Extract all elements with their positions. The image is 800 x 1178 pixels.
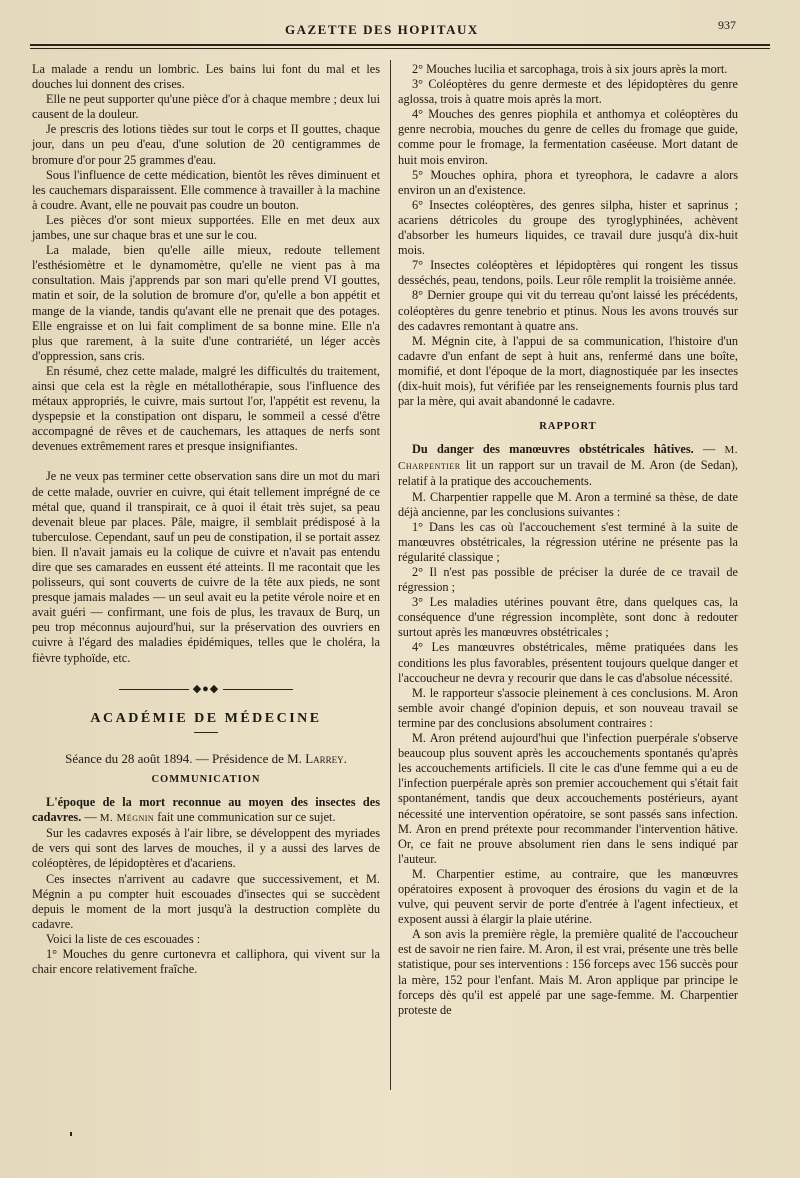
president-name: Larrey	[305, 750, 344, 766]
list-item: 6° Insectes coléoptères, des genres silpha, hister et saprinus ; acariens détricoles du groupe des tyroglyphinées, achèvent d'absorber les humeurs liquides, ce travail dure jusqu'à dix-huit mois.	[398, 197, 738, 258]
list-item: 2° Mouches lucilia et sarcophaga, trois à six jours après la mort.	[412, 62, 728, 76]
case-paragraph: Elle ne peut supporter qu'une pièce d'or à chaque membre ; deux lui causent de la douleur.	[32, 92, 380, 122]
list-item: 5° Mouches ophira, phora et tyreophora, le cadavre a alors environ un an d'existence.	[398, 167, 738, 197]
report-title: Du danger des manœuvres obstétricales hâtives.	[412, 442, 694, 457]
list-item: 3° Coléoptères du genre dermeste et des lépidoptères du genre aglossa, trois à quatre mois après la mort.	[398, 77, 738, 107]
case-paragraph: Sous l'influence de cette médication, bientôt les rêves diminuent et les cauchemars disparaissent. Elle commence à travailler à la machine à coudre. Avant, elle ne pouvait pas coudre un bouton.	[32, 167, 380, 212]
report-paragraph: 1° Dans les cas où l'accouchement s'est terminé à la suite de manœuvres obstétricales, la régression utérine ne présente pas la régularité classique ;	[398, 519, 738, 564]
journal-title: GAZETTE DES HOPITAUX	[285, 22, 479, 37]
report-intro: Du danger des manœuvres obstétricales hâtives. — M. Charpentier lit un rapport sur un travail de M. Aron (de Sedan), relatif à la pratique des accouchements.	[398, 442, 738, 489]
case-paragraph: La malade, bien qu'elle aille mieux, redoute tellement l'esthésiomètre et le dynamomètre, qu'elle ne vient pas à ma consultation. Mais j'apprends par son mari qu'elle prend VI gouttes, matin et soir, de la solution de bromure d'or, qu'elle a bon appétit et mange de la viande, tandis qu'avant elle ne prenait que des potages. Elle engraisse et on lui fait compliment de sa bonne mine. Elle n'a plus que rarement, à la suite d'une contrariété, un léger accès d'oppression, sans cris.	[32, 243, 380, 363]
column-divider	[390, 60, 391, 1090]
session-line: Séance du 28 août 1894. — Présidence de M. Larrey.	[65, 750, 347, 766]
closing-paragraph: Je ne veux pas terminer cette observation sans dire un mot du mari de cette malade, ouvrier en cuivre, qui était tellement imprégné de ce métal que, quand il transpirait, ce à quoi il était très sujet, sa peau devenait bleue par places. Pâle, maigre, il semblait prédisposé à la tuberculose. Cependant, sauf un peu de constipation, il se portait assez bien. Il n'avait jamais eu la colique de cuivre et n'avait pas entendu dire que ses camarades en eussent été atteints. Il me racontait que les polisseurs, qui sont couverts de cuivre de la tête aux pieds, ne sont presque jamais malades — un seul avait eu la petite vérole noire et en avait guéri — confirmant, une fois de plus, les travaux de Burq, un peu trop méconnus aujourd'hui, sur la préservation des ouvriers en cuivre à l'égard des maladies épidémiques, telles que le choléra, la fièvre typhoïde, etc.	[32, 469, 380, 665]
communication-paragraph: Voici la liste de ces escouades :	[46, 931, 201, 946]
communication-paragraph: Sur les cadavres exposés à l'air libre, se développent des myriades de vers qui sont des larves de mouches, il y a aussi des larves de coléoptères, de lépidoptères et d'acariens.	[32, 826, 380, 871]
communication-title: L'époque de la mort reconnue au moyen des insectes des cadavres.	[32, 795, 380, 825]
body-paragraph: M. Mégnin cite, à l'appui de sa communication, l'histoire d'un cadavre d'un enfant de sept à huit ans, renfermé dans une boîte, momifié, et dont l'époque de la mort, diagnostiquée par les insectes (dix-huit mois), fut vérifiée par les renseignements fournis plus tard par la mère, qui avait abandonné le cadavre.	[398, 333, 738, 409]
report-paragraph: 4° Les manœuvres obstétricales, même pratiquées dans les conditions les plus favorables, présentent toujours quelque danger et l'accoucheur ne devra y recourir que dans le cas d'absolue nécessité.	[398, 640, 738, 685]
report-paragraph: 3° Les maladies utérines pouvant être, dans quelques cas, la conséquence d'une régression incomplète, sont donc à redouter surtout après les manœuvres obstétricales ;	[398, 595, 738, 640]
report-paragraph: M. Charpentier estime, au contraire, que les manœuvres opératoires exposent à provoquer des érosions du vagin et de la vulve, qui peuvent servir de porte d'entrée à l'agent infectieux, et exposent aussi à élargir la plaie utérine.	[398, 866, 738, 927]
subheading-communication: COMMUNICATION	[151, 774, 261, 786]
report-paragraph: A son avis la première règle, la première qualité de l'accoucheur est de savoir ne rien faire. M. Aron, il est vrai, présente une très belle statistique, pour ses interventions : 156 forceps avec 156 succès pour la mère, 152 pour l'enfant. Mais M. Aron applique par principe le forceps dès qu'il est appelé par une sage-femme. M. Charpentier proteste de	[398, 927, 738, 1017]
case-paragraph: Je prescris des lotions tièdes sur tout le corps et II gouttes, chaque jour, dans un peu d'eau, d'une solution de 20 centigrammes de bromure d'or pour 25 grammes d'eau.	[32, 122, 380, 167]
page-number: 937	[718, 18, 736, 32]
left-column	[32, 62, 380, 977]
list-item: 7° Insectes coléoptères et lépidoptères qui rongent les tissus desséchés, peau, tendons, poils. Leur rôle remplit la troisième année.	[398, 258, 738, 288]
right-column	[398, 62, 738, 1018]
report-paragraph: M. Charpentier rappelle que M. Aron a terminé sa thèse, de date déjà ancienne, par les conclusions suivantes :	[398, 489, 738, 519]
header-rule	[30, 44, 770, 46]
subheading-rapport: RAPPORT	[539, 421, 597, 433]
report-paragraph: 2° Il n'est pas possible de préciser la durée de ce travail de régression ;	[398, 565, 738, 595]
ink-mark	[70, 1132, 72, 1136]
communication-paragraph: 1° Mouches du genre curtonevra et calliphora, qui vivent sur la chair encore relativement fraîche.	[32, 947, 380, 977]
page-header	[30, 16, 770, 40]
report-paragraph: M. Aron prétend aujourd'hui que l'infection puerpérale s'observe beaucoup plus souvent après les accouchements spontanés qu'après les accouchements artificiels. Il cite le cas d'une femme qui a eu de l'infection puerpérale après son premier accouchement qui s'était fait spontanément, tandis que deux accouchements postérieurs, ayant nécessité une intervention opératoire, se sont passés sans infection. M. Aron en prend prétexte pour recommander l'intervention hâtive. Or, ce fait ne prouve absolument rien dans le sens indiqué par l'auteur.	[398, 731, 738, 866]
communication-intro: L'époque de la mort reconnue au moyen des insectes des cadavres. — M. Mégnin fait une communication sur ce sujet.	[32, 795, 380, 825]
ornament-icon: ◆●◆	[192, 682, 220, 695]
case-paragraph: La malade a rendu un lombric. Les bains lui font du mal et les douches lui donnent des crises.	[32, 62, 380, 92]
title-rule	[194, 732, 218, 733]
list-item: 4° Mouches des genres piophila et anthomya et coléoptères du genre necrobia, mouches du genre de celles du fromage que guide, comme pour le fromage, la fermentation caséeuse. Mort datant de huit mois environ.	[398, 107, 738, 167]
author-name: M. Charpentier	[398, 444, 738, 473]
communication-paragraph: Ces insectes n'arrivent au cadavre que successivement, et M. Mégnin a pu compter huit escouades d'insectes qui se succèdent depuis le moment de la mort jusqu'à la destruction complète du cadavre.	[32, 871, 380, 931]
header-rule-thin	[30, 48, 770, 49]
case-paragraph: Les pièces d'or sont mieux supportées. Elle en met deux aux jambes, une sur chaque bras et une sur le cou.	[32, 212, 380, 243]
case-paragraph: En résumé, chez cette malade, malgré les difficultés du traitement, ainsi que cela est la règle en métallothérapie, sous l'influence des métaux appropriés, le cuivre, mais surtout l'or, l'appétit est revenu, la dyspepsie et la constipation ont disparu, le sommeil a cessé d'être accompagné de rêves et de cauchemars, les attaques de nerfs sont devenues extrêmement rares et presque insignifiantes.	[32, 363, 380, 454]
section-separator	[32, 682, 380, 697]
section-title: ACADÉMIE DE MÉDECINE	[90, 710, 322, 726]
author-name: M. Mégnin	[99, 812, 155, 825]
report-paragraph: M. le rapporteur s'associe pleinement à ces conclusions. M. Aron semble avoir changé d'opinion depuis, et son nouveau travail se termine par des conclusions absolument contraires :	[398, 685, 738, 730]
list-item: 8° Dernier groupe qui vit du terreau qu'ont laissé les précédents, coléoptères du genre tenebrio et ptinus. Nous les avons trouvés sur des cadavres remontant à quatre ans.	[398, 288, 738, 333]
